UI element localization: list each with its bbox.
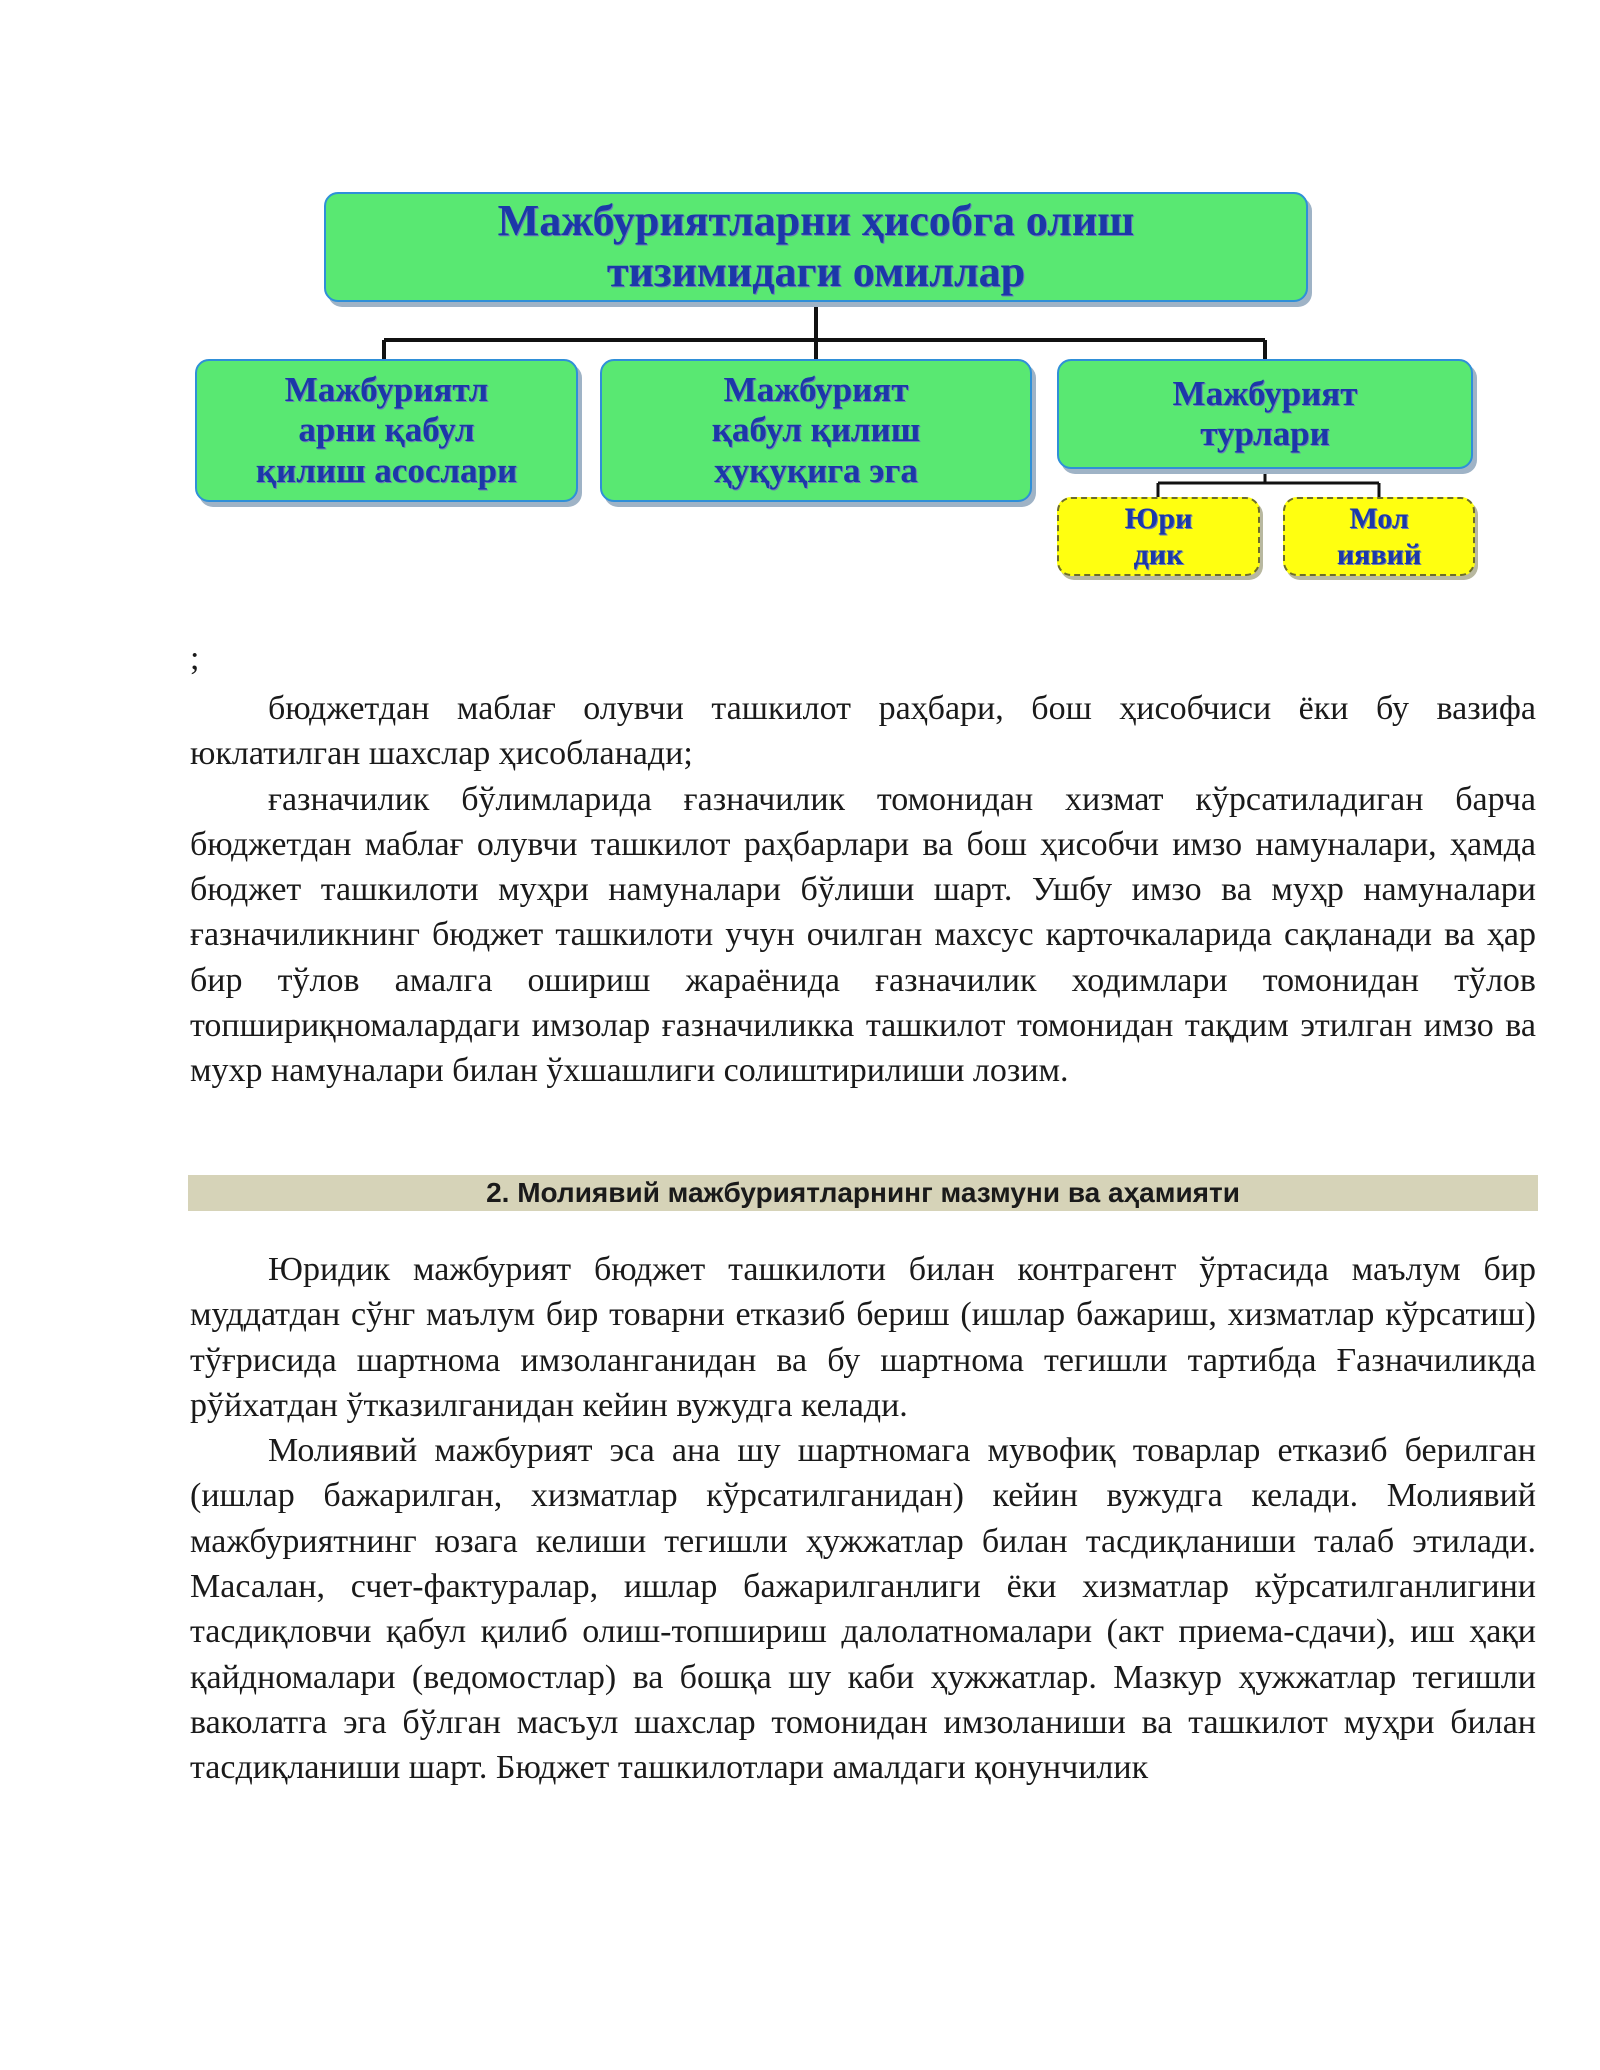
section-heading: 2. Молиявий мажбуриятларнинг мазмуни ва аҳамияти <box>188 1175 1538 1211</box>
diagram-title: Мажбуриятларни ҳисобга олиш тизимидаги омиллар <box>497 196 1135 296</box>
node-authority-label: Мажбурият қабул қилиш ҳуқуқига эга <box>711 370 921 490</box>
leaf-financial <box>1283 497 1475 576</box>
node-acceptance-grounds <box>195 359 578 502</box>
paragraph: Юридик мажбурият бюджет ташкилоти билан контрагент ўртасида маълум бир муддатдан сўнг маълум бир товарни етказиб бериш (ишлар бажариш, хизматлар кўрсатиш) тўғрисида шартнома имзоланганидан ва бу шартнома тегишли тартибда Ғазначиликда рўйхатдан ўтказилганидан кейин вужудга келади. <box>190 1251 1536 1424</box>
paragraph: ғазначилик бўлимларида ғазначилик томонидан хизмат кўрсатиладиган барча бюджетдан маблағ олувчи ташкилот раҳбарлари ва бош ҳисобчи имзо намуналари, ҳамда бюджет ташкилоти муҳри намуналари бўлиши шарт. Ушбу имзо ва муҳр намуналари ғазначиликнинг бюджет ташкилоти учун очилган махсус карточкаларида сақланади ва ҳар бир тўлов амалга ошириш жараёнида ғазначилик ходимлари томонидан тўлов топшириқномалардаги имзолар ғазначиликка ташкилот томонидан тақдим этилган имзо ва мухр намуналари билан ўхшашлиги солиштирилиши лозим. <box>190 780 1536 1090</box>
node-authority <box>600 359 1032 502</box>
leaf-legal <box>1057 497 1260 576</box>
paragraph: бюджетдан маблағ олувчи ташкилот раҳбари, бош ҳисобчиси ёки бу вазифа юклатилган шахслар ҳисобланади; <box>190 690 1536 773</box>
diagram-title-box <box>324 192 1308 302</box>
factors-diagram <box>0 0 1600 600</box>
node-obligation-types <box>1057 359 1473 469</box>
semicolon-text: ; <box>190 640 200 677</box>
node-acceptance-grounds-label: Мажбуриятл арни қабул қилиш асослари <box>255 370 518 490</box>
paragraph: Молиявий мажбурият эса ана шу шартномага мувофиқ товарлар етказиб берилган (ишлар бажарилган, хизматлар кўрсатилганидан) кейин вужудга келади. Молиявий мажбуриятнинг юзага келиши тегишли ҳужжатлар билан тасдиқланиши талаб этилади. Масалан, счет-фактуралар, ишлар бажарилганлиги ёки хизматлар кўрсатилганлигини тасдиқловчи қабул қилиб олиш-топшириш далолатномалари (акт приема-сдачи), иш ҳақи қайдномалари (ведомостлар) ва бошқа шу каби ҳужжатлар. Мазкур ҳужжатлар тегишли ваколатга эга бўлган масъул шахслар томонидан имзоланиши ва ташкилот муҳри билан тасдиқланиши шарт. Бюджет ташкилотлари амалдаги қонунчилик <box>190 1432 1536 1787</box>
text-block-1 <box>190 686 1536 1094</box>
node-obligation-types-label: Мажбурият турлари <box>1172 373 1358 453</box>
text-block-2 <box>190 1247 1536 1791</box>
leaf-legal-label: Юри дик <box>1124 501 1193 571</box>
leaf-financial-label: Мол иявий <box>1336 501 1422 571</box>
